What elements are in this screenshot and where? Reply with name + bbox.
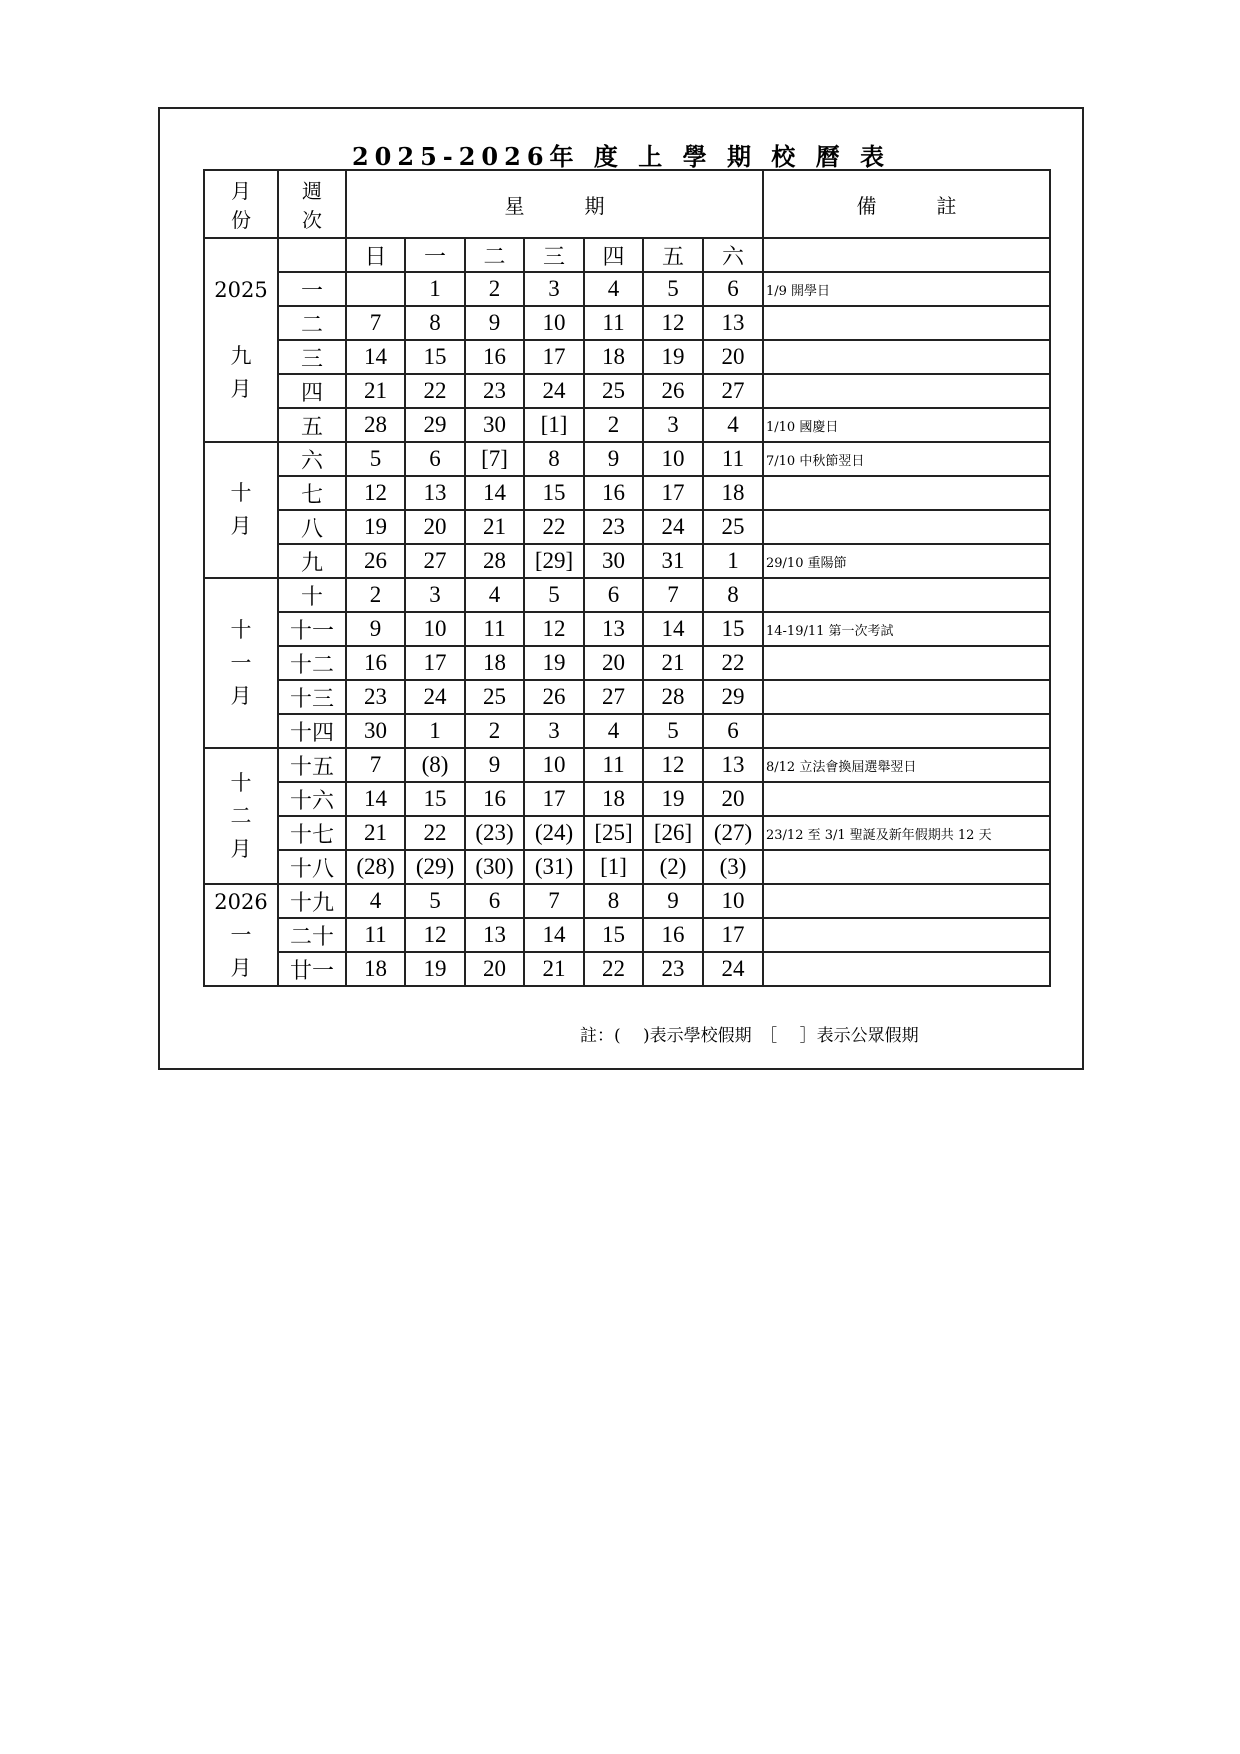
day-cell: (24) [524, 816, 584, 850]
remark-cell [763, 306, 1050, 340]
day-cell: 17 [703, 918, 763, 952]
remark-cell [763, 646, 1050, 680]
week-number: 十八 [278, 850, 346, 884]
day-cell: 1 [405, 714, 465, 748]
week-number: 三 [278, 340, 346, 374]
weekday-row [204, 238, 1050, 272]
day-cell: 26 [346, 544, 405, 578]
day-cell: (27) [703, 816, 763, 850]
day-cell: 20 [405, 510, 465, 544]
month-label: 2025 [214, 278, 268, 302]
day-cell: 11 [703, 442, 763, 476]
day-cell: 9 [465, 748, 524, 782]
week-row [204, 408, 1050, 442]
week-number: 九 [278, 544, 346, 578]
day-cell: [26] [643, 816, 703, 850]
week-row [204, 952, 1050, 986]
month-label [205, 307, 277, 340]
day-cell: 20 [584, 646, 643, 680]
week-row [204, 748, 1050, 782]
day-cell: 13 [405, 476, 465, 510]
day-cell: [1] [584, 850, 643, 884]
remark-cell: 14-19/11 第一次考試 [763, 612, 1050, 646]
day-cell: 30 [584, 544, 643, 578]
week-number: 一 [278, 272, 346, 306]
day-cell: 19 [346, 510, 405, 544]
week-number: 十四 [278, 714, 346, 748]
day-cell: 24 [643, 510, 703, 544]
month-label: 一 [230, 922, 252, 947]
month-label: 一 [230, 650, 252, 675]
day-cell: 9 [346, 612, 405, 646]
day-cell: 9 [584, 442, 643, 476]
week-number: 二 [278, 306, 346, 340]
week-row [204, 544, 1050, 578]
day-cell: 30 [465, 408, 524, 442]
day-cell: 17 [524, 782, 584, 816]
day-cell: 12 [524, 612, 584, 646]
week-row [204, 442, 1050, 476]
day-cell: 17 [524, 340, 584, 374]
week-row [204, 510, 1050, 544]
day-cell: 23 [643, 952, 703, 986]
weekday-header: 星 期 [346, 170, 763, 238]
calendar-page-frame [158, 107, 1084, 1070]
weekday-label: 日 [346, 238, 405, 272]
day-cell: 14 [465, 476, 524, 510]
day-cell: 23 [465, 374, 524, 408]
day-cell: (29) [405, 850, 465, 884]
week-header: 週 次 [278, 170, 346, 238]
day-cell [346, 272, 405, 306]
day-cell: 16 [643, 918, 703, 952]
day-cell: 14 [346, 782, 405, 816]
day-cell: [7] [465, 442, 524, 476]
day-cell: 15 [524, 476, 584, 510]
week-number: 十六 [278, 782, 346, 816]
day-cell: 2 [584, 408, 643, 442]
week-number: 七 [278, 476, 346, 510]
month-label: 九 [230, 344, 252, 368]
day-cell: (28) [346, 850, 405, 884]
legend-note: 註：( )表示學校假期 ［ ］表示公眾假期 [580, 1026, 919, 1046]
day-cell: 3 [643, 408, 703, 442]
day-cell: 6 [584, 578, 643, 612]
day-cell: 29 [405, 408, 465, 442]
month-label: 十 [230, 617, 252, 642]
week-number: 八 [278, 510, 346, 544]
day-cell: 25 [465, 680, 524, 714]
day-cell: 14 [346, 340, 405, 374]
day-cell: 19 [643, 782, 703, 816]
remark-cell: 8/12 立法會換屆選舉翌日 [763, 748, 1050, 782]
day-cell: 13 [584, 612, 643, 646]
day-cell: 24 [524, 374, 584, 408]
day-cell: 23 [346, 680, 405, 714]
month-cell [204, 238, 278, 442]
week-row [204, 782, 1050, 816]
day-cell: 30 [346, 714, 405, 748]
day-cell: 4 [346, 884, 405, 918]
month-label: 2026 [214, 889, 268, 914]
week-row [204, 918, 1050, 952]
month-label: 十 [230, 481, 252, 505]
day-cell: 6 [703, 272, 763, 306]
weekday-label: 三 [524, 238, 584, 272]
day-cell: 16 [346, 646, 405, 680]
day-cell: 20 [703, 340, 763, 374]
week-number: 十三 [278, 680, 346, 714]
day-cell: 18 [346, 952, 405, 986]
day-cell: 20 [465, 952, 524, 986]
remark-cell: 1/9 開學日 [763, 272, 1050, 306]
day-cell: 22 [584, 952, 643, 986]
week-row [204, 578, 1050, 612]
day-cell: 26 [524, 680, 584, 714]
day-cell: 21 [465, 510, 524, 544]
day-cell: 27 [405, 544, 465, 578]
week-row [204, 374, 1050, 408]
day-cell: 10 [524, 306, 584, 340]
day-cell: 8 [703, 578, 763, 612]
day-cell: 15 [584, 918, 643, 952]
day-cell: 5 [346, 442, 405, 476]
remark-cell: 23/12 至 3/1 聖誕及新年假期共 12 天 [763, 816, 1050, 850]
day-cell: 27 [584, 680, 643, 714]
week-number: 五 [278, 408, 346, 442]
month-cell [204, 442, 278, 578]
day-cell: 20 [703, 782, 763, 816]
remark-cell [763, 374, 1050, 408]
day-cell: 28 [643, 680, 703, 714]
remark-cell [763, 918, 1050, 952]
day-cell: 4 [584, 714, 643, 748]
remark-cell [763, 782, 1050, 816]
week-number: 十五 [278, 748, 346, 782]
day-cell: 13 [465, 918, 524, 952]
day-cell: 4 [703, 408, 763, 442]
day-cell: 9 [643, 884, 703, 918]
month-cell [204, 748, 278, 884]
day-cell: 26 [643, 374, 703, 408]
note-blank [763, 238, 1050, 272]
week-number: 四 [278, 374, 346, 408]
month-label: 月 [230, 377, 252, 401]
week-row [204, 816, 1050, 850]
day-cell: 16 [465, 340, 524, 374]
day-cell: 18 [465, 646, 524, 680]
week-row [204, 884, 1050, 918]
week-row [204, 646, 1050, 680]
day-cell: 14 [643, 612, 703, 646]
day-cell: 23 [584, 510, 643, 544]
day-cell: 7 [346, 306, 405, 340]
week-row [204, 476, 1050, 510]
day-cell: 7 [643, 578, 703, 612]
week-blank [278, 238, 346, 272]
day-cell: 1 [703, 544, 763, 578]
week-row [204, 714, 1050, 748]
week-number: 十二 [278, 646, 346, 680]
day-cell: 7 [524, 884, 584, 918]
week-number: 二十 [278, 918, 346, 952]
day-cell: 15 [703, 612, 763, 646]
day-cell: 17 [643, 476, 703, 510]
day-cell: 12 [643, 748, 703, 782]
day-cell: 21 [643, 646, 703, 680]
remark-cell [763, 850, 1050, 884]
day-cell: 22 [405, 374, 465, 408]
month-label: 十 [230, 770, 252, 795]
day-cell: 12 [346, 476, 405, 510]
day-cell: 29 [703, 680, 763, 714]
remark-cell [763, 340, 1050, 374]
weekday-label: 四 [584, 238, 643, 272]
day-cell: 5 [643, 714, 703, 748]
day-cell: 28 [465, 544, 524, 578]
day-cell: 31 [643, 544, 703, 578]
month-cell [204, 578, 278, 748]
day-cell: (3) [703, 850, 763, 884]
day-cell: (30) [465, 850, 524, 884]
day-cell: 3 [405, 578, 465, 612]
day-cell: 3 [524, 714, 584, 748]
week-row [204, 680, 1050, 714]
day-cell: 18 [584, 782, 643, 816]
day-cell: [29] [524, 544, 584, 578]
day-cell: 11 [584, 748, 643, 782]
day-cell: 25 [584, 374, 643, 408]
day-cell: 18 [703, 476, 763, 510]
day-cell: 6 [703, 714, 763, 748]
day-cell: 13 [703, 748, 763, 782]
week-number: 六 [278, 442, 346, 476]
day-cell: 7 [346, 748, 405, 782]
remark-cell [763, 952, 1050, 986]
day-cell: (8) [405, 748, 465, 782]
day-cell: 3 [524, 272, 584, 306]
day-cell: [25] [584, 816, 643, 850]
day-cell: 10 [643, 442, 703, 476]
day-cell: 5 [405, 884, 465, 918]
day-cell: 15 [405, 340, 465, 374]
day-cell: 27 [703, 374, 763, 408]
remark-cell [763, 510, 1050, 544]
day-cell: 11 [346, 918, 405, 952]
day-cell: 16 [465, 782, 524, 816]
day-cell: 4 [465, 578, 524, 612]
header-row [204, 170, 1050, 238]
day-cell: 22 [524, 510, 584, 544]
day-cell: 5 [643, 272, 703, 306]
day-cell: 15 [405, 782, 465, 816]
day-cell: 16 [584, 476, 643, 510]
day-cell: 19 [524, 646, 584, 680]
page-title: 2025-2026年 度 上 學 期 校 曆 表 [351, 142, 891, 171]
remark-cell [763, 680, 1050, 714]
day-cell: 8 [584, 884, 643, 918]
day-cell: 21 [346, 816, 405, 850]
week-number: 十七 [278, 816, 346, 850]
day-cell: 8 [524, 442, 584, 476]
day-cell: 22 [703, 646, 763, 680]
day-cell: 24 [703, 952, 763, 986]
month-header: 月 份 [204, 170, 278, 238]
day-cell: 4 [584, 272, 643, 306]
day-cell: (23) [465, 816, 524, 850]
week-row [204, 306, 1050, 340]
day-cell: 21 [524, 952, 584, 986]
day-cell: 19 [643, 340, 703, 374]
remarks-header: 備 註 [763, 170, 1050, 238]
week-number: 十一 [278, 612, 346, 646]
day-cell: 21 [346, 374, 405, 408]
day-cell: 8 [405, 306, 465, 340]
day-cell: 19 [405, 952, 465, 986]
remark-cell [763, 476, 1050, 510]
day-cell: 22 [405, 816, 465, 850]
weekday-label: 六 [703, 238, 763, 272]
day-cell: 10 [703, 884, 763, 918]
remark-cell: 7/10 中秋節翌日 [763, 442, 1050, 476]
day-cell: 17 [405, 646, 465, 680]
month-label: 月 [230, 514, 252, 538]
day-cell: 24 [405, 680, 465, 714]
weekday-label: 一 [405, 238, 465, 272]
remark-cell [763, 884, 1050, 918]
week-row [204, 850, 1050, 884]
weekday-label: 五 [643, 238, 703, 272]
day-cell: 14 [524, 918, 584, 952]
weekday-label: 二 [465, 238, 524, 272]
day-cell: [1] [524, 408, 584, 442]
day-cell: 12 [405, 918, 465, 952]
month-label: 月 [230, 955, 252, 980]
month-label: 二 [230, 803, 252, 828]
day-cell: 18 [584, 340, 643, 374]
week-row [204, 340, 1050, 374]
day-cell: 12 [643, 306, 703, 340]
day-cell: 2 [346, 578, 405, 612]
day-cell: 5 [524, 578, 584, 612]
day-cell: 6 [405, 442, 465, 476]
week-row [204, 272, 1050, 306]
day-cell: 10 [405, 612, 465, 646]
week-row [204, 612, 1050, 646]
day-cell: 2 [465, 714, 524, 748]
remark-cell: 29/10 重陽節 [763, 544, 1050, 578]
school-calendar-table [203, 169, 1051, 987]
week-number: 廿一 [278, 952, 346, 986]
week-number: 十 [278, 578, 346, 612]
day-cell: (31) [524, 850, 584, 884]
month-label: 月 [230, 836, 252, 861]
day-cell: 25 [703, 510, 763, 544]
day-cell: 28 [346, 408, 405, 442]
day-cell: 1 [405, 272, 465, 306]
day-cell: 10 [524, 748, 584, 782]
remark-cell [763, 714, 1050, 748]
day-cell: 9 [465, 306, 524, 340]
day-cell: (2) [643, 850, 703, 884]
day-cell: 2 [465, 272, 524, 306]
week-number: 十九 [278, 884, 346, 918]
month-cell [204, 884, 278, 986]
day-cell: 11 [584, 306, 643, 340]
day-cell: 11 [465, 612, 524, 646]
day-cell: 13 [703, 306, 763, 340]
day-cell: 6 [465, 884, 524, 918]
remark-cell: 1/10 國慶日 [763, 408, 1050, 442]
remark-cell [763, 578, 1050, 612]
month-label: 月 [230, 683, 252, 708]
